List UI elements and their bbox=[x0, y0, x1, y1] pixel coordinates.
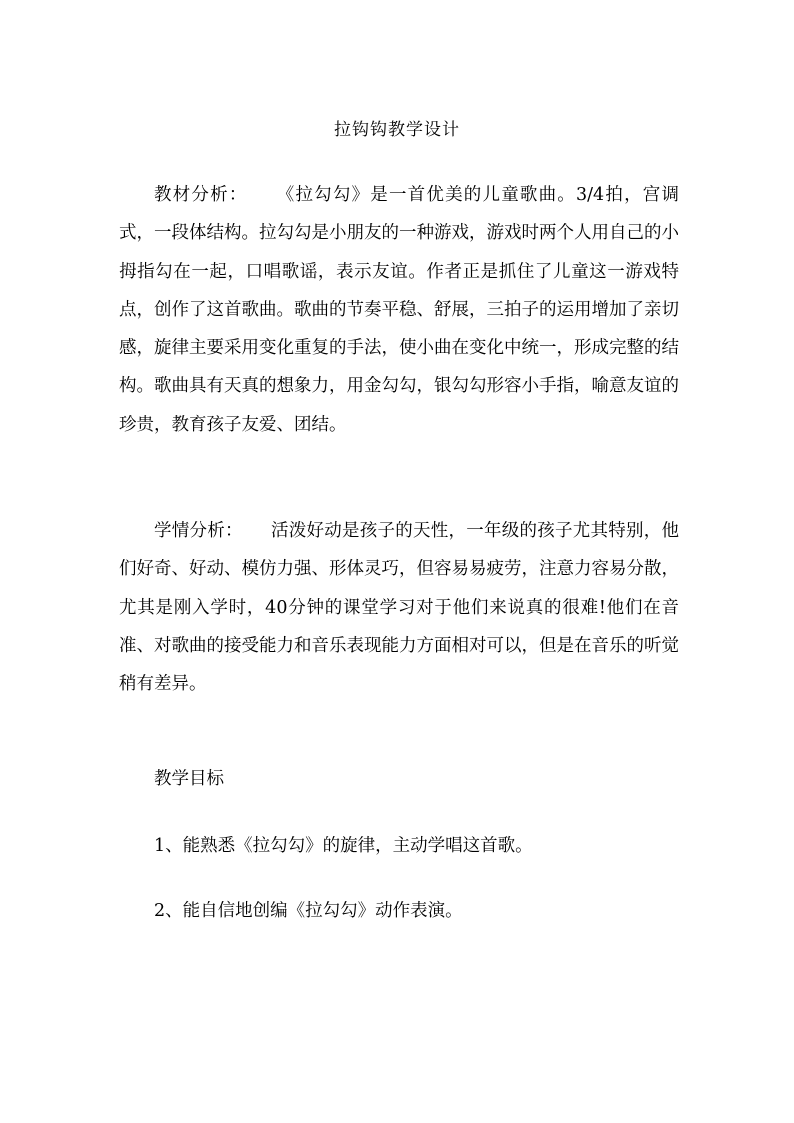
section-text-material: 《拉勾勾》是一首优美的儿童歌曲。3/4拍，宫调式，一段体结构。拉勾勾是小朋友的一种游戏，游戏时两个人用自己的小拇指勾在一起，口唱歌谣，表示友谊。作者正是抓住了儿童这一游戏特点，创作了这首歌曲。歌曲的节奏平稳、舒展，三拍子的运用增加了亲切感，旋律主要采用变化重复的手法，使小曲在变化中统一，形成完整的结构。歌曲具有天真的想象力，用金勾勾，银勾勾形容小手指，喻意友谊的珍贵，教育孩子友爱、团结。 bbox=[119, 185, 679, 435]
section-heading-goals: 教学目标 bbox=[154, 769, 224, 789]
document-title: 拉钩钩教学设计 bbox=[334, 120, 460, 140]
section-teaching-goals bbox=[119, 760, 679, 798]
section-student-analysis bbox=[119, 512, 679, 703]
paragraph-student-analysis bbox=[119, 512, 679, 703]
section-heading-student: 学情分析： bbox=[154, 521, 243, 541]
paragraph-material-analysis bbox=[119, 176, 679, 444]
section-text-student: 活泼好动是孩子的天性，一年级的孩子尤其特别，他们好奇、好动、模仿力强、形体灵巧，但容易易疲劳，注意力容易分散，尤其是刚入学时，40分钟的课堂学习对于他们来说真的很难!他们在音准、对歌曲的接受能力和音乐表现能力方面相对可以，但是在音乐的听觉稍有差异。 bbox=[119, 521, 679, 695]
section-teaching-material-analysis bbox=[119, 176, 679, 444]
section-heading-material: 教材分析： bbox=[154, 185, 248, 205]
goal-item-1 bbox=[119, 827, 679, 865]
goal-text: 2、能自信地创编《拉勾勾》动作表演。 bbox=[154, 901, 463, 921]
goal-item-2 bbox=[119, 892, 679, 930]
goal-text: 1、能熟悉《拉勾勾》的旋律，主动学唱这首歌。 bbox=[154, 836, 533, 856]
